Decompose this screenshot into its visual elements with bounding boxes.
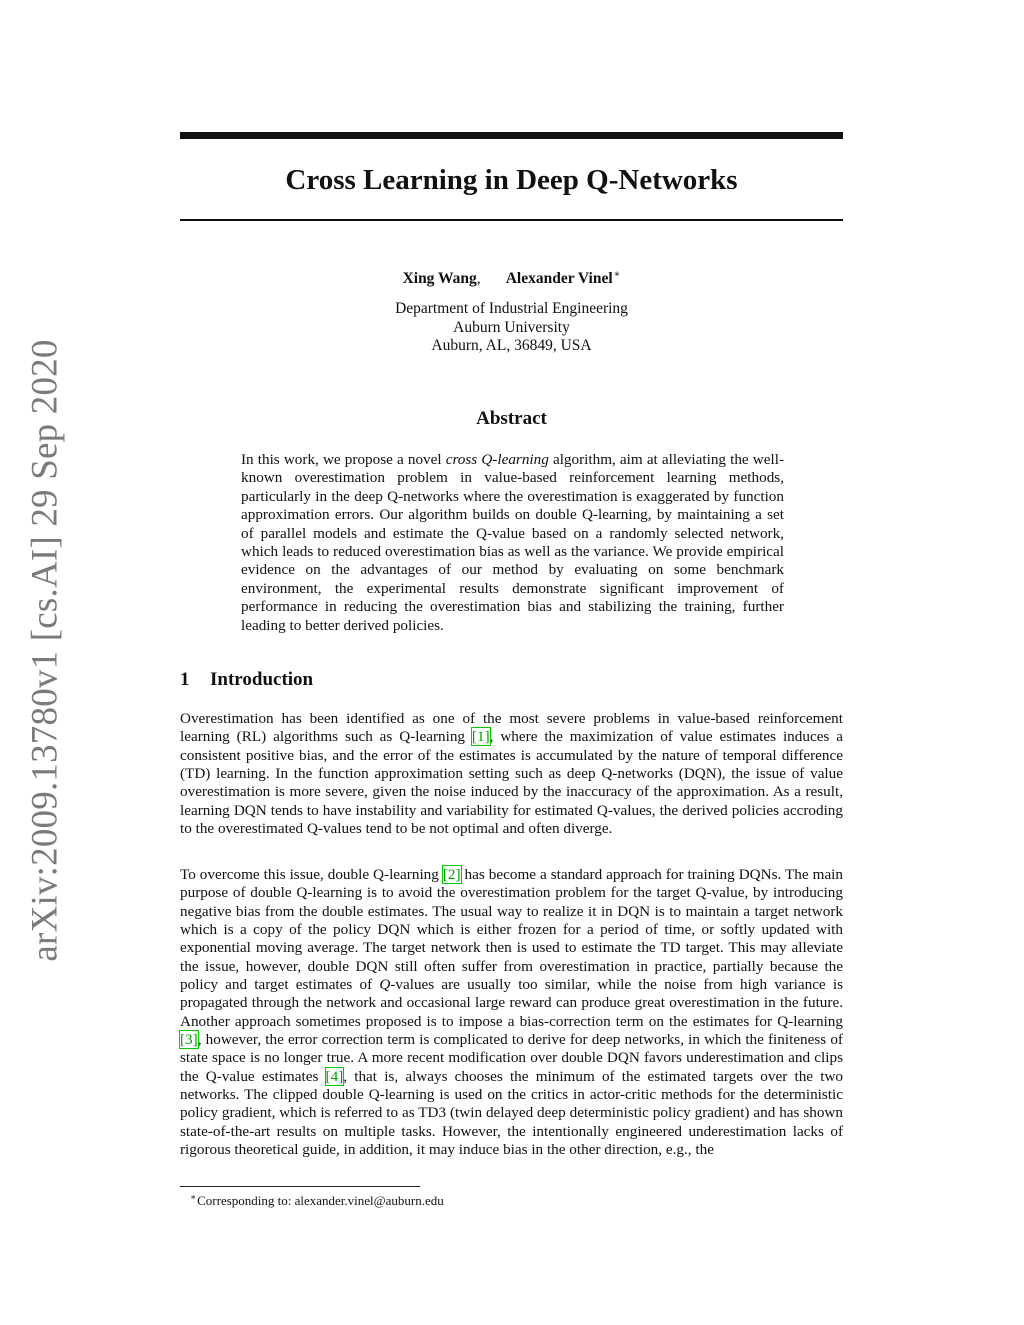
citation-link[interactable]: [3] xyxy=(180,1031,198,1049)
math-symbol-q: Q xyxy=(379,976,391,994)
affiliation-university: Auburn University xyxy=(453,318,570,336)
citation-link[interactable]: [2] xyxy=(442,866,461,883)
arxiv-identifier: arXiv:2009.13780v1 [cs.AI] 29 Sep 2020 xyxy=(24,338,66,962)
paragraph-text: , where the maximization of value estimates induces a consistent positive bias, and the error of the estimates is accumulated by the nature of temporal difference (TD) learning. In the function approximation setting such as deep Q-networks (DQN), the issue of value overestimation is more severe, given the noise induced by the inaccuracy of the approximation. As a result, learning DQN tends to have instability and variability for estimated Q-values, the derived policies accroding to the overestimated Q-values tend to be not optimal and often diverge. xyxy=(180,728,843,838)
author-name: Alexander Vinel xyxy=(505,270,613,287)
footnote xyxy=(190,1189,444,1209)
footnote-text: Corresponding to: alexander.vinel@auburn.edu xyxy=(197,1193,444,1208)
footnote-rule xyxy=(180,1186,420,1187)
paper-title: Cross Learning in Deep Q-Networks xyxy=(285,164,738,196)
citation-link[interactable]: [4] xyxy=(325,1067,344,1085)
section-title: Introduction xyxy=(210,669,314,690)
citation-link[interactable]: [1] xyxy=(471,728,490,746)
abstract-heading: Abstract xyxy=(476,408,547,429)
abstract-text-part: In this work, we propose a novel xyxy=(241,451,446,468)
abstract-text xyxy=(241,451,784,635)
section-number: 1 xyxy=(180,669,190,690)
paragraph-text: has become a standard approach for training DQNs. The main purpose of double Q-learning is to avoid the overestimation problem for the target Q-value, by introducing negative bias from the double estimates. The usual way to realize it in DQN is to maintain a target network which is a copy of the policy DQN which is either frozen for a period of time, or softly updated with exponential moving average. The target network then is used to estimate the TD target. This may alleviate the issue, however, double DQN still often suffer from overestimation in practice, partially because the policy and target estimates of xyxy=(180,866,843,994)
author-separator: , xyxy=(476,270,481,287)
intro-paragraph-2 xyxy=(180,866,843,1160)
arxiv-side-stamp xyxy=(20,338,70,962)
affiliation-address: Auburn, AL, 36849, USA xyxy=(431,337,592,354)
abstract-text-part: algorithm, aim at alleviating the well-known overestimation problem in value-based reinforcement learning methods, particularly in the deep Q-networks where the overestimation is exaggerated by function approximation errors. Our algorithm builds on double Q-learning, by maintaining a set of parallel models and estimate the Q-value based on a randomly selected network, which leads to reduced overestimation bias as well as the variance. We provide empirical evidence on the advantages of our method by evaluating on some benchmark environment, the experimental results demonstrate significant improvement of performance in reducing the overestimation bias and stabilizing the training, further leading to better derived policies. xyxy=(241,451,784,634)
footnote-marker: ∗ xyxy=(613,269,621,280)
footnote-mark: ∗ xyxy=(190,1192,197,1202)
section-heading-introduction xyxy=(180,668,313,692)
title-bottom-rule xyxy=(180,219,843,221)
author-line xyxy=(180,265,843,289)
paragraph-text: , that is, always chooses the minimum of the estimated targets over the two networks. The clipped double Q-learning is used on the critics in actor-critic methods for the deterministic policy gradient, which is referred to as TD3 (twin delayed deep deterministic policy gradient) and has shown state-of-the-art results on multiple tasks. However, the intentionally engineered underestimation lacks of rigorous theoretical guide, in addition, it may induce bias in the other direction, e.g., the xyxy=(180,1067,844,1159)
paragraph-text: , however, the error correction term is complicated to derive for deep networks, in which the finiteness of state space is no longer true. A more recent modification over double DQN favors underestimation and clips the Q-value estimates xyxy=(180,1031,843,1085)
affiliation-department: Department of Industrial Engineering xyxy=(395,300,628,317)
paragraph-text: To overcome this issue, double Q-learning xyxy=(180,866,443,883)
abstract-emphasis: cross Q-learning xyxy=(445,451,549,468)
affiliation xyxy=(180,300,843,356)
paragraph-text: Overestimation has been identified as one of the most severe problems in value-based reinforcement learning (RL) algorithms such as Q-learning xyxy=(180,710,843,746)
title-top-rule xyxy=(180,132,843,139)
intro-paragraph-1 xyxy=(180,710,843,838)
author-name: Xing Wang xyxy=(402,270,477,287)
paragraph-text: -values are usually too similar, while the noise from high variance is propagated through the network and occasional large reward can produce great overestimation in the future. Another approach sometimes proposed is to impose a bias-correction term on the estimates for Q-learning xyxy=(180,976,843,1030)
